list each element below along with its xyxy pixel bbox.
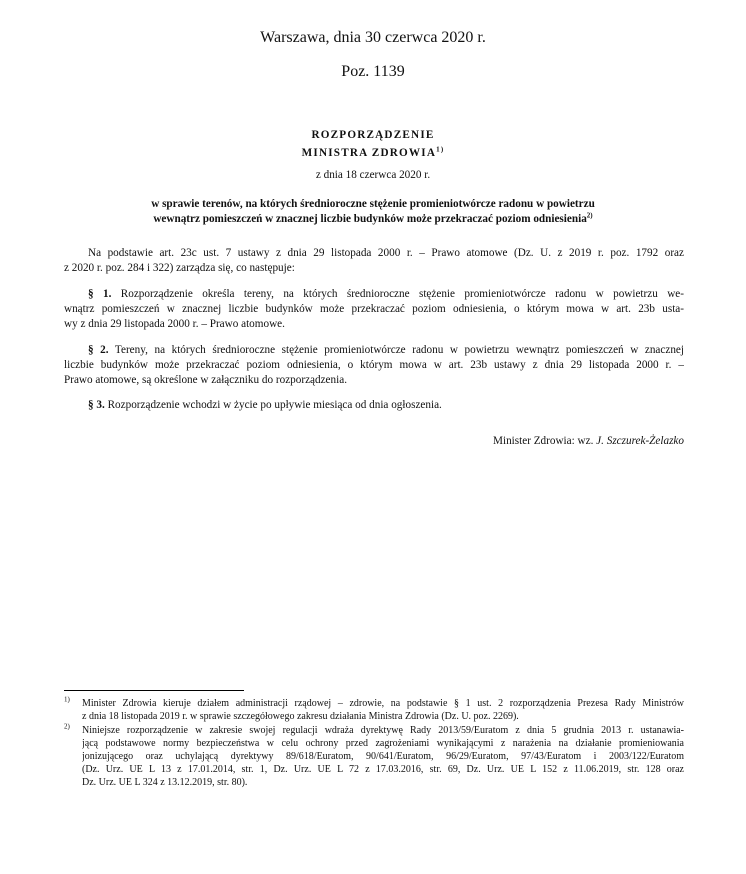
act-issuer xyxy=(0,146,746,160)
issuer-text: MINISTRA ZDROWIA xyxy=(301,147,437,159)
footnote-2-line: jonizującego oraz uchylającą dyrektywy 89/618/Euratom, 90/641/Euratom, 96/29/Euratom, 97/43/Euratom i 2003/122/Euratom xyxy=(82,751,684,762)
section-text: Tereny, na których średnioroczne stężenie promieniotwórcze radonu w powietrzu wewnątrz pomieszczeń w znacznej xyxy=(108,344,684,356)
footnote-2-line: jącą podstawowe normy bezpieczeństwa w celu ochrony przed zagrożeniami wynikającymi z narażenia na działanie promieniowania xyxy=(82,738,684,749)
signature xyxy=(493,434,684,448)
section-2-line: Prawo atomowe, są określone w załączniku do rozporządzenia. xyxy=(64,374,347,386)
act-title-line: w sprawie terenów, na których średnioroczne stężenie promieniotwórcze radonu w powietrzu xyxy=(151,198,595,210)
act-title-line xyxy=(0,212,746,226)
footnote-divider xyxy=(64,690,244,691)
footnote-2-line: Dz. Urz. UE L 324 z 13.12.2019, str. 80). xyxy=(82,777,248,788)
signature-label: Minister Zdrowia: wz. xyxy=(493,435,597,447)
position-number: Poz. 1139 xyxy=(341,63,405,80)
act-date: z dnia 18 czerwca 2020 r. xyxy=(315,169,431,181)
footnote-2-line: (Dz. Urz. UE L 13 z 17.01.2014, str. 1, Dz. Urz. UE L 72 z 17.03.2016, str. 69, Dz. Urz. UE L 152 z 11.06.2019, str. 128 oraz xyxy=(82,764,684,775)
place-date: Warszawa, dnia 30 czerwca 2020 r. xyxy=(260,29,486,46)
footnote-ref[interactable]: 1) xyxy=(436,145,445,154)
title-text: wewnątrz pomieszczeń w znacznej liczbie budynków może przekraczać poziom odniesienia xyxy=(153,213,587,225)
section-mark: § 2. xyxy=(88,344,109,356)
section-mark: § 3. xyxy=(88,399,105,411)
footnote-2-line: Niniejsze rozporządzenie w zakresie swojej regulacji wdraża dyrektywę Rady 2013/59/Euratom z dnia 5 grudnia 2013 r. ustanawia- xyxy=(82,725,684,736)
footnote-mark: 2) xyxy=(64,722,70,731)
footnote-ref[interactable]: 2) xyxy=(586,211,593,220)
section-2-line: liczbie budynków może przekraczać poziom odniesienia, o którym mowa w art. 23b ustawy z dnia 29 listopada 2000 r. – xyxy=(64,359,684,371)
section-text: Rozporządzenie określa tereny, na których średnioroczne stężenie promieniotwórcze radonu w powietrzu we- xyxy=(111,288,684,300)
act-type: ROZPORZĄDZENIE xyxy=(311,129,435,141)
signatory-name: J. Szczurek-Żelazko xyxy=(596,435,684,447)
footnote-1-line: z dnia 18 listopada 2019 r. w sprawie szczegółowego zakresu działania Ministra Zdrowia (Dz. U. poz. 2269). xyxy=(82,711,519,722)
footnote-1-line: Minister Zdrowia kieruje działem administracji rządowej – zdrowie, na podstawie § 1 ust. 2 rozporządzenia Prezesa Rady Ministrów xyxy=(82,698,684,709)
section-1-line: wnątrz pomieszczeń w znacznej liczbie budynków może przekraczać poziom odniesienia, o którym mowa w art. 23b usta- xyxy=(64,303,684,315)
footnote-mark: 1) xyxy=(64,695,70,704)
preamble-line: Na podstawie art. 23c ust. 7 ustawy z dnia 29 listopada 2000 r. – Prawo atomowe (Dz. U. z 2019 r. poz. 1792 oraz xyxy=(88,247,684,259)
section-1-line xyxy=(88,287,684,301)
section-text: Rozporządzenie wchodzi w życie po upływie miesiąca od dnia ogłoszenia. xyxy=(104,399,442,411)
preamble-line: z 2020 r. poz. 284 i 322) zarządza się, co następuje: xyxy=(64,262,295,274)
section-2-line xyxy=(88,343,684,357)
section-mark: § 1. xyxy=(88,288,112,300)
section-1-line: wy z dnia 29 listopada 2000 r. – Prawo atomowe. xyxy=(64,318,285,330)
section-3-line xyxy=(88,398,442,412)
